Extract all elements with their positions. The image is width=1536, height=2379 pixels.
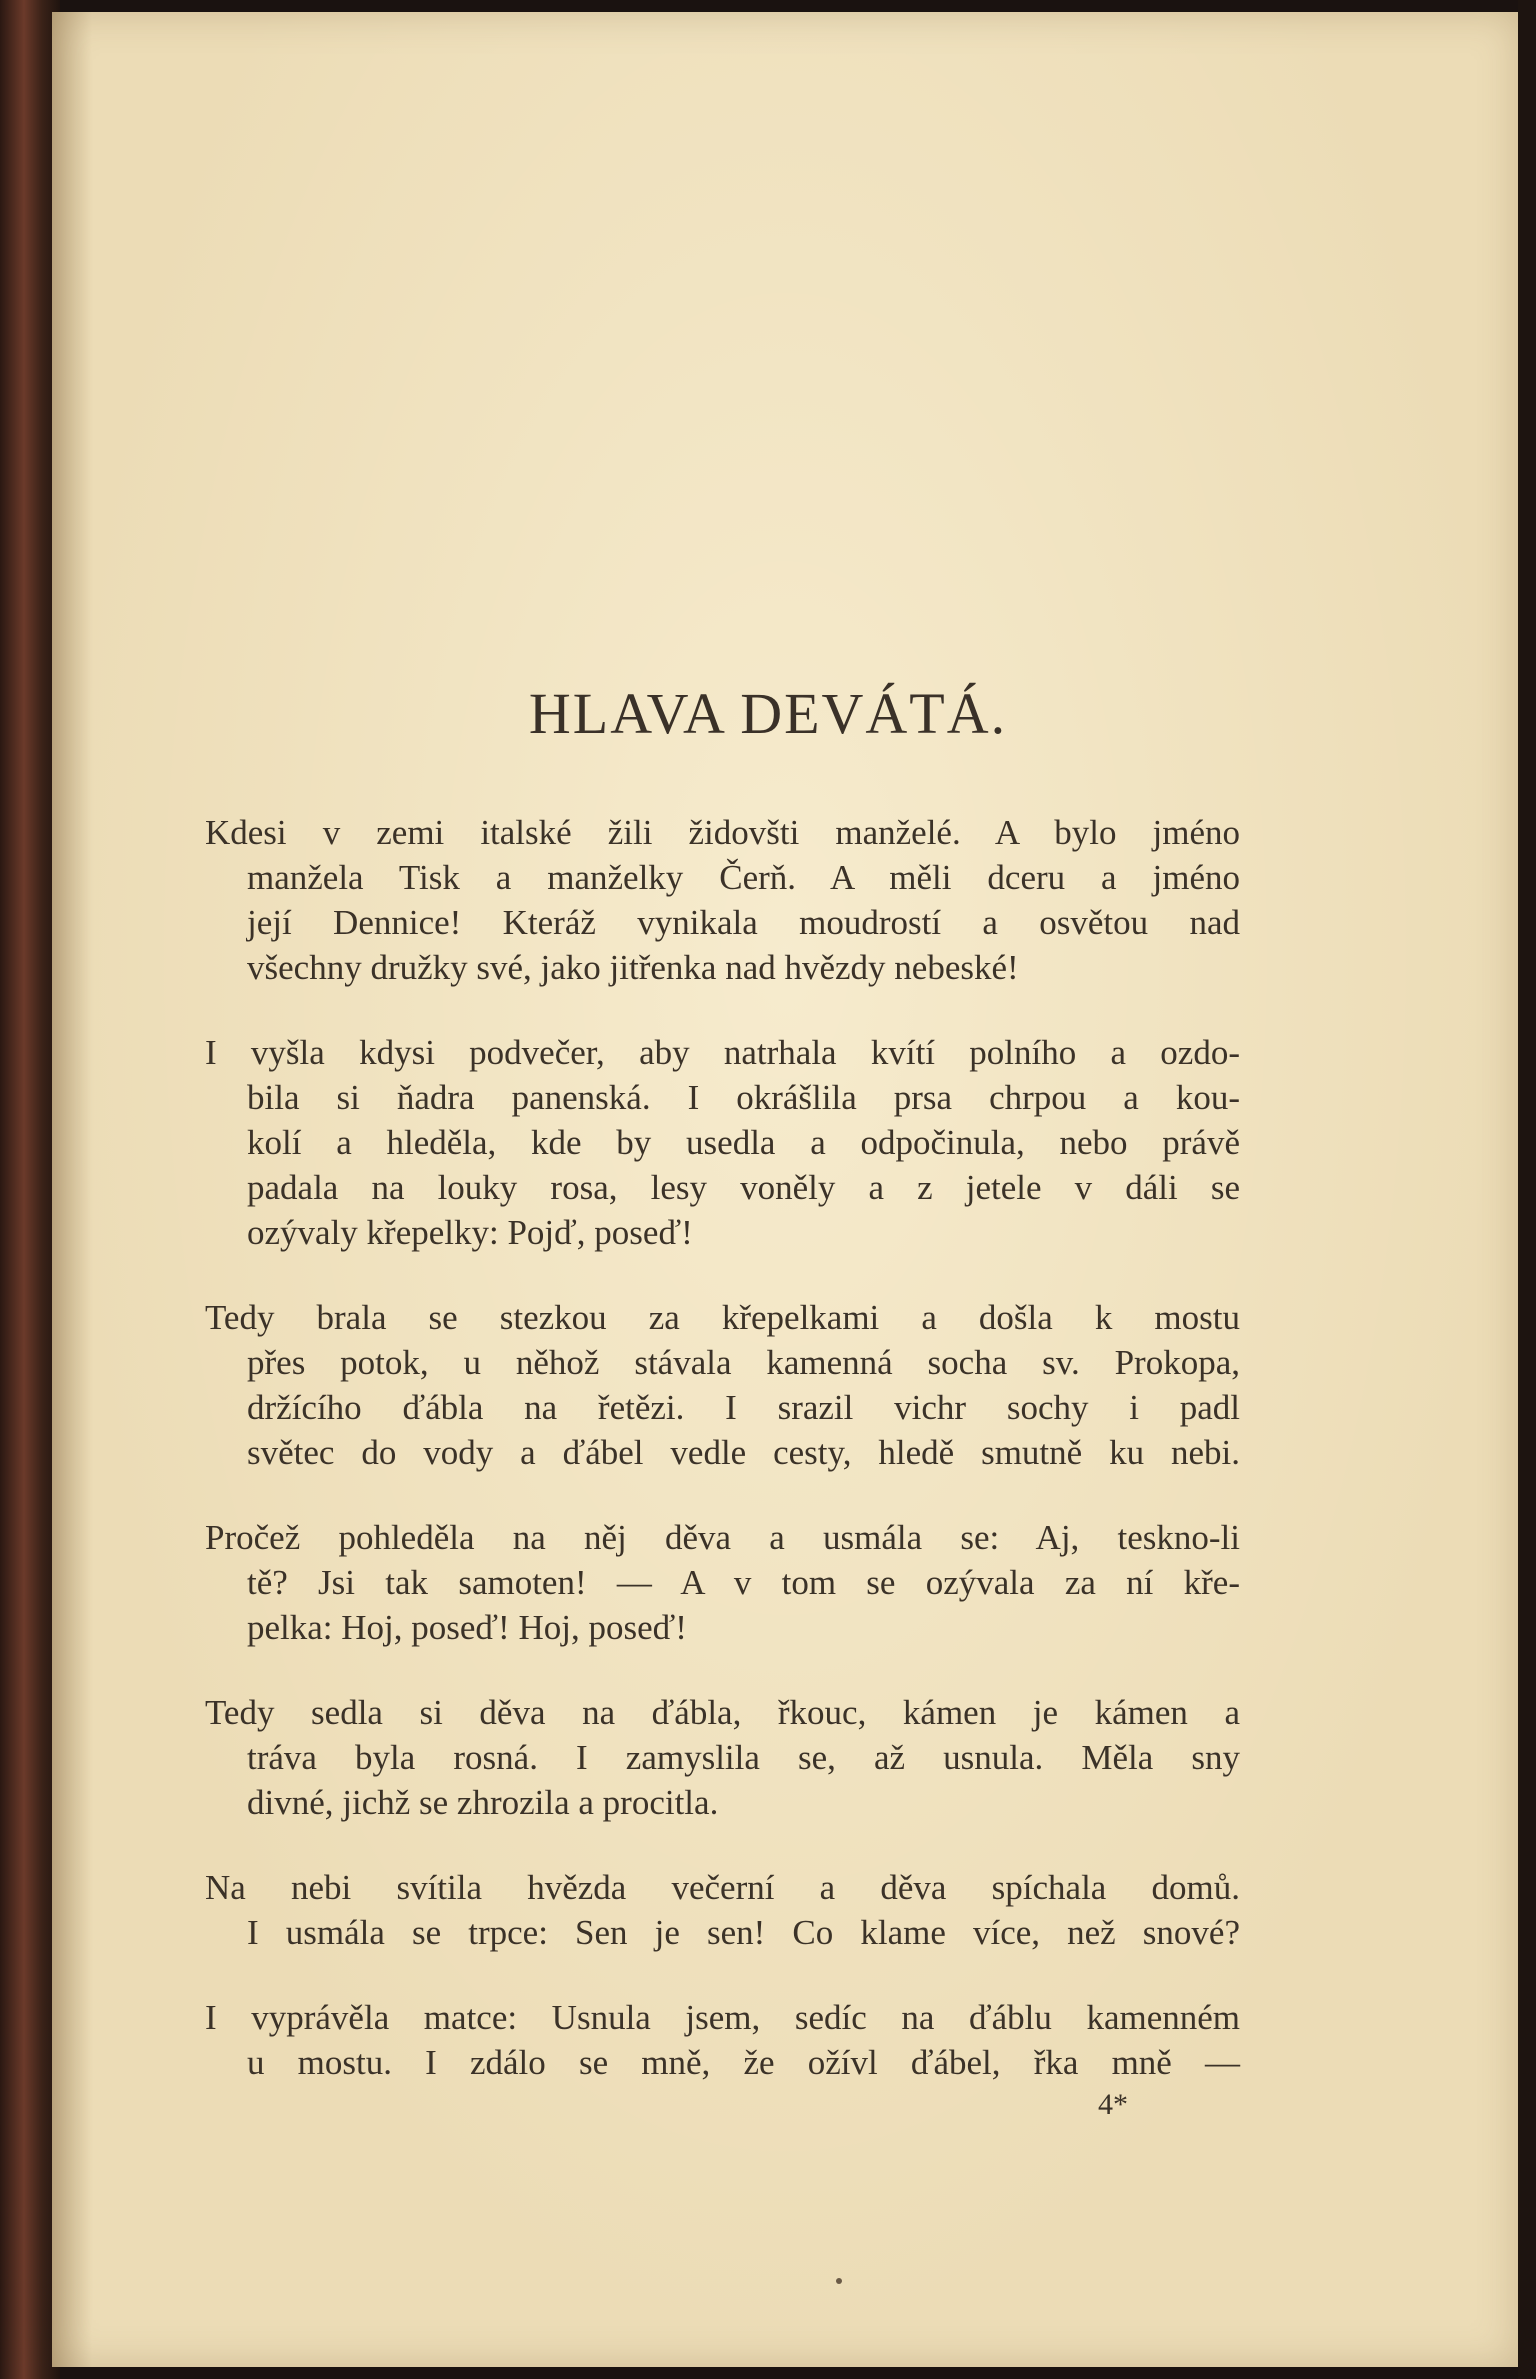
text-line: všechny družky své, jako jitřenka nad hvězdy nebeské! [247, 948, 1019, 987]
paragraph-2 [205, 1030, 1240, 1255]
text-line: u mostu. I zdálo se mně, že ožívl ďábel, řka mně — [247, 2043, 1240, 2082]
text-line: tě? Jsi tak samoten! — A v tom se ozývala za ní kře- [247, 1563, 1240, 1602]
body-text [205, 810, 1240, 2125]
text-line: I vyprávěla matce: Usnula jsem, sedíc na ďáblu kamenném [205, 1998, 1240, 2037]
text-line: bila si ňadra panenská. I okrášlila prsa chrpou a kou- [247, 1078, 1240, 1117]
paragraph-4 [205, 1515, 1240, 1650]
text-line: světec do vody a ďábel vedle cesty, hledě smutně ku nebi. [247, 1433, 1240, 1472]
page-right-edge [1518, 0, 1536, 2379]
text-line: Kdesi v zemi italské žili židovšti manželé. A bylo jméno [205, 813, 1240, 852]
paragraph-6 [205, 1865, 1240, 1955]
paragraph-3 [205, 1295, 1240, 1475]
paragraph-7 [205, 1995, 1240, 2085]
text-line: I usmála se trpce: Sen je sen! Co klame více, než snové? [247, 1913, 1240, 1952]
text-line: kolí a hleděla, kde by usedla a odpočinula, nebo právě [247, 1123, 1240, 1162]
text-line: pelka: Hoj, poseď! Hoj, poseď! [247, 1608, 687, 1647]
text-line: manžela Tisk a manželky Čerň. A měli dceru a jméno [247, 858, 1240, 897]
paragraph-5 [205, 1690, 1240, 1825]
text-line: Tedy brala se stezkou za křepelkami a došla k mostu [205, 1298, 1240, 1337]
text-line: tráva byla rosná. I zamyslila se, až usnula. Měla sny [247, 1738, 1240, 1777]
text-line: Pročež pohleděla na něj děva a usmála se: Aj, teskno-li [205, 1518, 1240, 1557]
book-spine-edge [0, 0, 60, 2379]
chapter-title: HLAVA DEVÁTÁ. [528, 681, 1008, 746]
text-line: držícího ďábla na řetězi. I srazil vichr sochy i padl [247, 1388, 1240, 1427]
text-line: I vyšla kdysi podvečer, aby natrhala kvítí polního a ozdo- [205, 1033, 1240, 1072]
text-line: divné, jichž se zhrozila a procitla. [247, 1783, 719, 1822]
text-line: ozývaly křepelky: Pojď, poseď! [247, 1213, 693, 1252]
text-line: Tedy sedla si děva na ďábla, řkouc, kámen je kámen a [205, 1693, 1240, 1732]
text-line: přes potok, u něhož stávala kamenná socha sv. Prokopa, [247, 1343, 1240, 1382]
page-number: 4* [1098, 2088, 1128, 2121]
text-line: Na nebi svítila hvězda večerní a děva spíchala domů. [205, 1868, 1240, 1907]
paragraph-1 [205, 810, 1240, 990]
text-line: padala na louky rosa, lesy voněly a z jetele v dáli se [247, 1168, 1240, 1207]
ink-speck [836, 2278, 842, 2284]
text-line: její Dennice! Kteráž vynikala moudrostí a osvětou nad [247, 903, 1240, 942]
